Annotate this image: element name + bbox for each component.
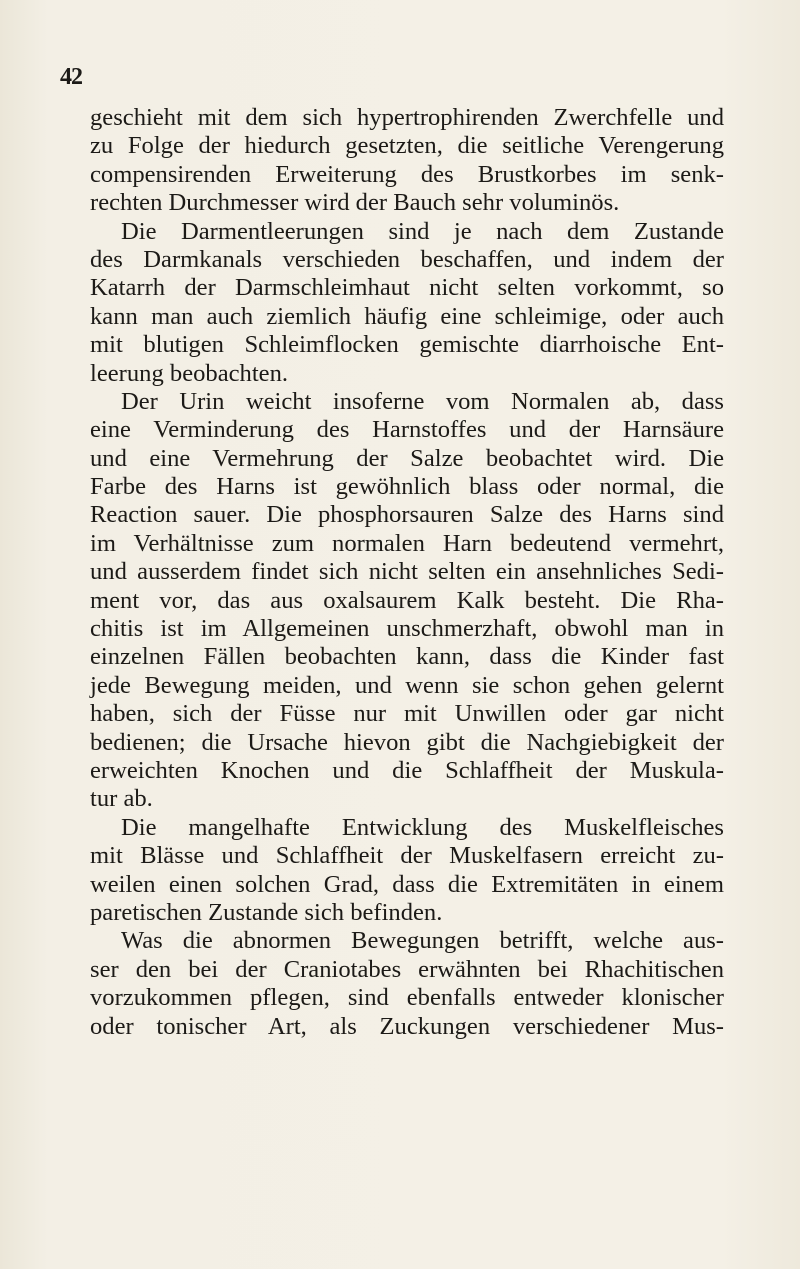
text-line: Der Urin weicht insoferne vom Normalen ab, dass <box>121 387 724 415</box>
text-line: compensirenden Erweiterung des Brustkorbes im senk- <box>90 160 724 188</box>
text-line: im Verhältnisse zum normalen Harn bedeutend vermehrt, <box>90 529 724 557</box>
text-line: rechten Durchmesser wird der Bauch sehr voluminös. <box>90 189 620 217</box>
text-line: zu Folge der hiedurch gesetzten, die seitliche Verengerung <box>90 132 724 160</box>
text-line: Reaction sauer. Die phosphorsauren Salze des Harns sind <box>90 501 724 529</box>
text-line: chitis ist im Allgemeinen unschmerzhaft, obwohl man in <box>90 615 724 643</box>
text-line: und ausserdem findet sich nicht selten ein ansehnliches Sedi- <box>90 558 724 586</box>
text-line: leerung beobachten. <box>90 359 289 387</box>
body-text <box>90 104 724 1041</box>
text-line: tur ab. <box>90 785 153 813</box>
text-line: weilen einen solchen Grad, dass die Extremitäten in einem <box>90 870 724 898</box>
text-line: erweichten Knochen und die Schlaffheit der Muskula- <box>90 756 724 784</box>
text-line: haben, sich der Füsse nur mit Unwillen oder gar nicht <box>90 700 724 728</box>
text-line: Was die abnormen Bewegungen betrifft, welche aus- <box>121 927 724 955</box>
text-line: eine Verminderung des Harnstoffes und der Harnsäure <box>90 416 724 444</box>
text-line: ser den bei der Craniotabes erwähnten bei Rhachitischen <box>90 955 724 983</box>
text-line: des Darmkanals verschieden beschaffen, und indem der <box>90 245 724 273</box>
text-line: Die Darmentleerungen sind je nach dem Zustande <box>121 217 724 245</box>
text-line: geschieht mit dem sich hypertrophirenden Zwerchfelle und <box>90 104 724 131</box>
text-line: Die mangelhafte Entwicklung des Muskelfleisches <box>121 813 724 841</box>
text-line: Katarrh der Darmschleimhaut nicht selten vorkommt, so <box>90 274 724 302</box>
text-line: kann man auch ziemlich häufig eine schleimige, oder auch <box>90 302 724 330</box>
page-number: 42 <box>60 64 82 90</box>
text-line: mit blutigen Schleimflocken gemischte diarrhoische Ent- <box>90 331 724 359</box>
text-line: ment vor, das aus oxalsaurem Kalk besteht. Die Rha- <box>90 586 724 614</box>
text-line: jede Bewegung meiden, und wenn sie schon gehen gelernt <box>90 671 724 699</box>
text-line: und eine Vermehrung der Salze beobachtet wird. Die <box>90 444 724 472</box>
text-line: Farbe des Harns ist gewöhnlich blass oder normal, die <box>90 473 724 501</box>
text-line: paretischen Zustande sich befinden. <box>90 898 443 926</box>
text-line: oder tonischer Art, als Zuckungen verschiedener Mus- <box>90 1012 724 1040</box>
text-line: vorzukommen pflegen, sind ebenfalls entweder klonischer <box>90 984 724 1012</box>
text-line: bedienen; die Ursache hievon gibt die Nachgiebigkeit der <box>90 728 724 756</box>
text-line: mit Blässe und Schlaffheit der Muskelfasern erreicht zu- <box>90 842 724 870</box>
text-line: einzelnen Fällen beobachten kann, dass die Kinder fast <box>90 643 724 671</box>
